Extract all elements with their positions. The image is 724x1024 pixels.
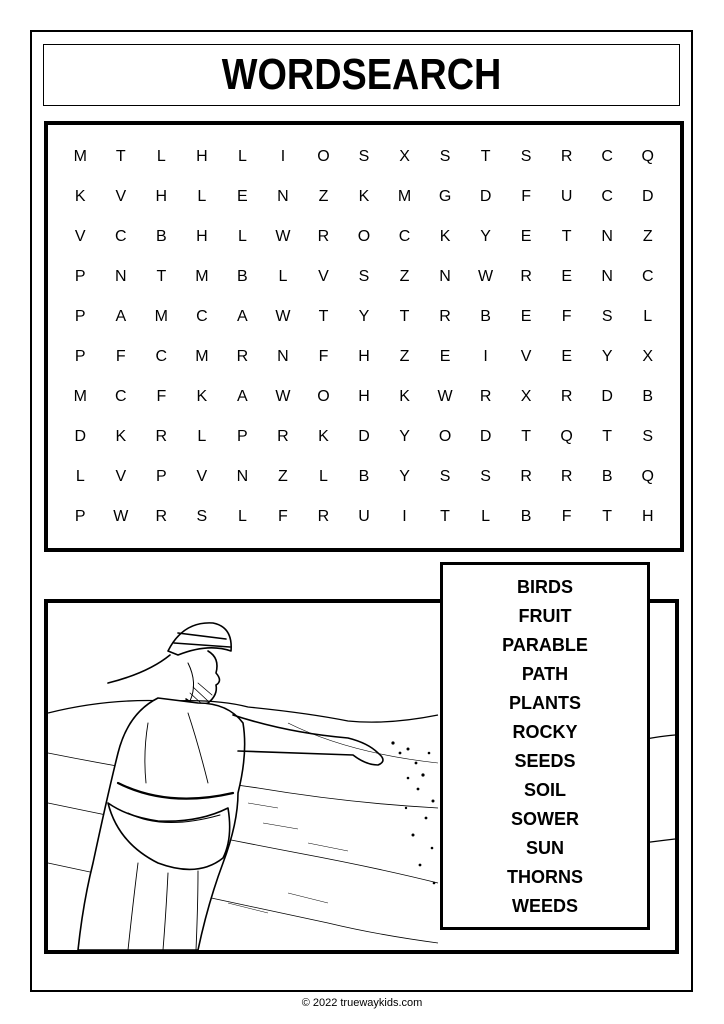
grid-letter: R — [520, 268, 532, 285]
grid-letter: N — [277, 188, 289, 205]
grid-letter: L — [156, 148, 166, 165]
grid-letter: O — [317, 388, 330, 405]
grid-letter: B — [358, 468, 370, 485]
grid-letter: T — [399, 308, 410, 325]
grid-letter: R — [560, 388, 573, 405]
wordsearch-grid-box — [44, 121, 684, 552]
grid-letter: F — [521, 188, 532, 205]
grid-letter: R — [439, 308, 451, 325]
grid-letter: C — [115, 228, 127, 245]
grid-letter: B — [155, 228, 167, 245]
grid-letter: Q — [560, 428, 573, 445]
grid-letter: W — [275, 228, 291, 245]
grid-letter: K — [115, 428, 127, 445]
grid-letter: D — [479, 428, 492, 445]
grid-letter: T — [561, 228, 572, 245]
grid-letter: F — [318, 348, 329, 365]
grid-letter: S — [642, 428, 654, 445]
word-list-item: WEEDS — [511, 896, 578, 916]
grid-letter: L — [197, 428, 207, 445]
grid-letter: L — [237, 228, 247, 245]
grid-letter: I — [483, 348, 488, 365]
grid-letter: U — [560, 188, 573, 205]
grid-letter: K — [439, 228, 451, 245]
grid-letter: F — [156, 388, 167, 405]
grid-letter: F — [561, 508, 572, 525]
grid-letter: T — [318, 308, 329, 325]
grid-letter: S — [358, 268, 370, 285]
grid-letter: Z — [642, 228, 653, 245]
word-list-item: THORNS — [507, 867, 583, 887]
grid-letter: L — [643, 308, 653, 325]
grid-letter: W — [275, 308, 291, 325]
grid-letter: K — [74, 188, 86, 205]
grid-letter: O — [438, 428, 452, 445]
word-list-item: PARABLE — [502, 635, 588, 655]
grid-letter: W — [113, 508, 129, 525]
grid-letter: H — [196, 228, 208, 245]
grid-letter: E — [520, 228, 532, 245]
grid-letter: R — [155, 508, 168, 525]
word-list-item: PLANTS — [509, 693, 581, 713]
grid-letter: C — [601, 148, 613, 165]
grid-letter: B — [520, 508, 532, 525]
grid-letter: L — [237, 148, 247, 165]
grid-letter: W — [478, 268, 494, 285]
word-list-item: FRUIT — [518, 606, 572, 626]
grid-letter: E — [520, 308, 532, 325]
grid-letter: S — [520, 148, 532, 165]
wordsearch-grid — [60, 137, 668, 537]
grid-letter: A — [237, 388, 248, 405]
word-list-item: SEEDS — [514, 751, 576, 771]
grid-letter: Z — [399, 268, 410, 285]
grid-letter: R — [317, 508, 330, 525]
grid-letter: V — [115, 188, 127, 205]
grid-letter: D — [601, 388, 613, 405]
grid-letter: V — [74, 228, 86, 245]
grid-letter: L — [237, 508, 247, 525]
grid-letter: A — [115, 308, 127, 325]
grid-letter: L — [75, 468, 85, 485]
grid-letter: D — [74, 428, 87, 445]
grid-letter: Z — [278, 468, 288, 485]
page-title: WORDSEARCH — [221, 50, 502, 99]
grid-letter: T — [521, 428, 532, 445]
grid-letter: Y — [399, 468, 410, 485]
grid-letter: N — [115, 268, 127, 285]
grid-letter: W — [275, 388, 291, 405]
grid-letter: R — [479, 388, 492, 405]
grid-letter: E — [561, 348, 572, 365]
grid-letter: T — [602, 508, 613, 525]
grid-letter: N — [236, 468, 249, 485]
grid-letter: P — [237, 428, 248, 445]
grid-letter: R — [155, 428, 168, 445]
grid-letter: E — [439, 348, 451, 365]
grid-letter: M — [73, 388, 87, 405]
grid-letter: N — [601, 268, 613, 285]
grid-letter: Y — [601, 348, 613, 365]
grid-letter: B — [237, 268, 248, 285]
grid-letter: T — [156, 268, 167, 285]
grid-letter: L — [481, 508, 491, 525]
grid-letter: D — [479, 188, 492, 205]
grid-letter: Q — [641, 468, 654, 485]
grid-letter: P — [74, 268, 86, 285]
grid-letter: Y — [358, 308, 370, 325]
grid-letter: P — [74, 508, 86, 525]
grid-letter: F — [561, 308, 572, 325]
grid-letter: N — [439, 268, 451, 285]
grid-letter: Z — [318, 188, 329, 205]
grid-letter: A — [237, 308, 248, 325]
grid-letter: R — [317, 228, 330, 245]
grid-letter: H — [358, 388, 370, 405]
grid-letter: C — [398, 228, 411, 245]
grid-letter: H — [358, 348, 370, 365]
grid-letter: C — [601, 188, 613, 205]
grid-letter: B — [601, 468, 613, 485]
grid-letter: S — [439, 468, 451, 485]
grid-letter: B — [480, 308, 491, 325]
grid-letter: L — [319, 468, 328, 485]
grid-letter: M — [195, 268, 209, 285]
grid-letter: C — [155, 348, 168, 365]
grid-letter: T — [440, 508, 450, 525]
grid-letter: D — [358, 428, 370, 445]
grid-letter: R — [560, 148, 573, 165]
word-list-item: BIRDS — [516, 577, 573, 597]
grid-letter: N — [601, 228, 613, 245]
grid-letter: M — [397, 188, 412, 205]
word-list-item: PATH — [521, 664, 569, 684]
grid-letter: T — [115, 148, 126, 165]
word-list — [440, 562, 650, 930]
grid-letter: L — [197, 188, 207, 205]
grid-letter: H — [155, 188, 168, 205]
grid-letter: Z — [399, 348, 410, 365]
grid-letter: W — [437, 388, 453, 405]
grid-letter: V — [196, 468, 208, 485]
word-list-item: SOWER — [510, 809, 579, 829]
grid-letter: P — [155, 468, 167, 485]
word-list-item: SUN — [525, 838, 564, 858]
grid-letter: X — [520, 388, 532, 405]
grid-letter: E — [561, 268, 572, 285]
grid-letter: X — [399, 148, 410, 165]
grid-letter: R — [520, 468, 532, 485]
grid-letter: C — [196, 308, 208, 325]
grid-letter: R — [560, 468, 573, 485]
grid-letter: V — [318, 268, 329, 285]
grid-letter: K — [399, 388, 410, 405]
grid-letter: I — [402, 508, 407, 525]
grid-letter: T — [602, 428, 613, 445]
grid-letter: L — [278, 268, 288, 285]
grid-letter: F — [278, 508, 288, 525]
grid-letter: Y — [480, 228, 491, 245]
grid-letter: H — [196, 148, 208, 165]
grid-letter: V — [115, 468, 127, 485]
grid-letter: M — [154, 308, 168, 325]
grid-letter: B — [642, 388, 654, 405]
grid-letter: S — [480, 468, 491, 485]
grid-letter: N — [277, 348, 289, 365]
grid-letter: P — [74, 348, 86, 365]
word-list-item: ROCKY — [512, 722, 578, 742]
grid-letter: Y — [399, 428, 410, 445]
grid-letter: X — [642, 348, 654, 365]
grid-letter: U — [358, 508, 370, 525]
grid-letter: S — [196, 508, 208, 525]
grid-letter: C — [641, 268, 654, 285]
grid-letter: S — [439, 148, 451, 165]
grid-letter: S — [601, 308, 613, 325]
grid-letter: E — [237, 188, 248, 205]
word-list-item: SOIL — [523, 780, 566, 800]
grid-letter: R — [277, 428, 289, 445]
grid-letter: F — [115, 348, 126, 365]
grid-letter: K — [318, 428, 329, 445]
grid-letter: K — [358, 188, 370, 205]
grid-letter: C — [115, 388, 127, 405]
title-box — [43, 44, 680, 106]
grid-letter: D — [641, 188, 654, 205]
grid-letter: V — [520, 348, 532, 365]
grid-letter: S — [358, 148, 370, 165]
grid-letter: G — [438, 188, 452, 205]
grid-letter: H — [641, 508, 654, 525]
grid-letter: O — [317, 148, 330, 165]
grid-letter: M — [195, 348, 209, 365]
grid-letter: T — [480, 148, 491, 165]
grid-letter: P — [74, 308, 86, 325]
grid-letter: Q — [641, 148, 654, 165]
grid-letter: K — [196, 388, 208, 405]
copyright-footer: © 2022 truewaykids.com — [301, 997, 423, 1009]
grid-letter: M — [73, 148, 87, 165]
grid-letter: O — [357, 228, 371, 245]
grid-letter: R — [236, 348, 249, 365]
grid-letter: I — [280, 148, 286, 165]
